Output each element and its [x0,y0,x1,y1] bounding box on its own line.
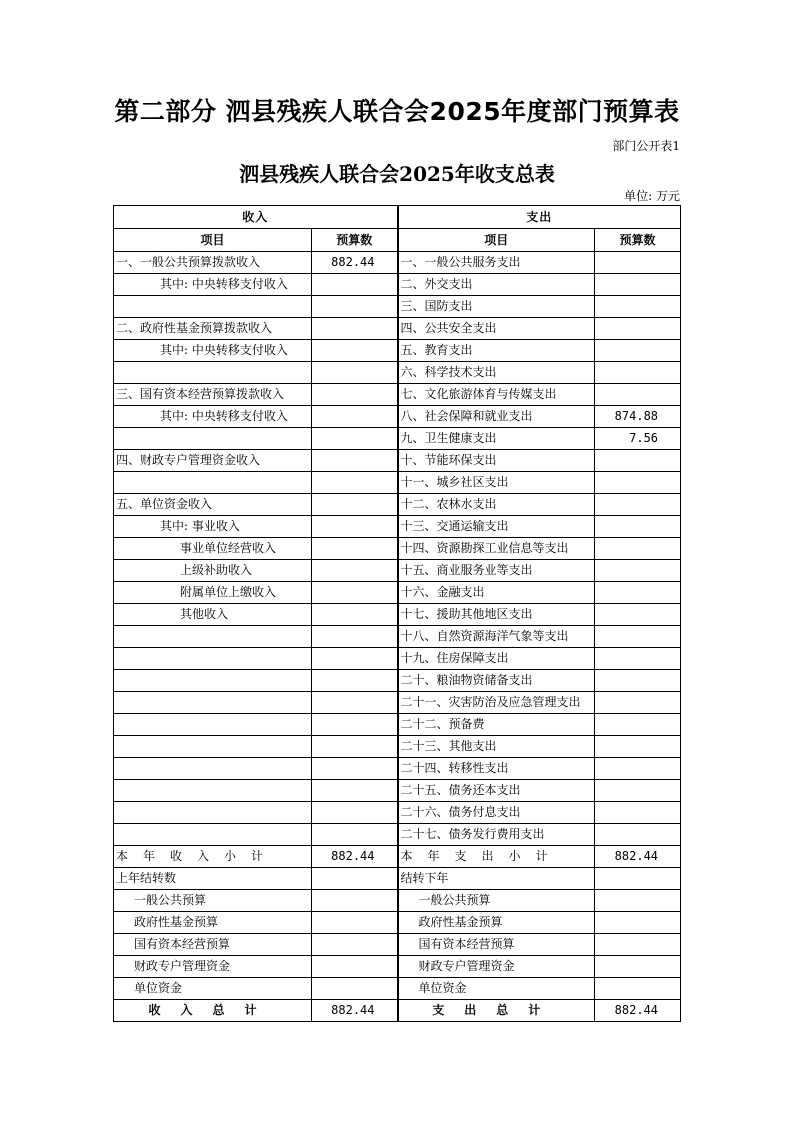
expense-amount [595,472,681,494]
income-amount [312,670,398,692]
income-amount [312,296,398,318]
table-row [114,296,681,318]
income-carry-label: 政府性基金预算 [114,912,312,934]
expense-item-label: 二十、粮油物资储备支出 [398,670,595,692]
table-row [114,362,681,384]
income-carry-amount [312,912,398,934]
page-title: 第二部分 泗县残疾人联合会2025年度部门预算表 [114,97,680,126]
expense-carry-label: 国有资本经营预算 [398,934,595,956]
table-row [114,274,681,296]
expense-item-label: 二十三、其他支出 [398,736,595,758]
income-item-label [114,714,312,736]
expense-item-label: 六、科学技术支出 [398,362,595,384]
income-amount [312,516,398,538]
income-carry-amount [312,956,398,978]
expense-amount [595,340,681,362]
income-amount [312,582,398,604]
income-amount [312,758,398,780]
expense-carry-label: 结转下年 [398,868,595,890]
income-item-label: 三、国有资本经营预算拨款收入 [114,384,312,406]
expense-amount [595,626,681,648]
income-amount [312,494,398,516]
income-header: 收入 [114,206,398,229]
expense-amount [595,604,681,626]
expense-total-label: 支出总计 [398,1000,595,1022]
expense-item-label: 三、国防支出 [398,296,595,318]
expense-carry-amount [595,890,681,912]
expense-item-label: 十五、商业服务业等支出 [398,560,595,582]
expense-item-label: 五、教育支出 [398,340,595,362]
expense-item-label: 十二、农林水支出 [398,494,595,516]
income-amount [312,318,398,340]
income-item-label [114,692,312,714]
expense-amount [595,538,681,560]
table-row [114,538,681,560]
table-row [114,692,681,714]
table-row [114,516,681,538]
table-row [114,714,681,736]
expense-amount [595,824,681,846]
income-amount [312,824,398,846]
income-item-label: 五、单位资金收入 [114,494,312,516]
expense-header: 支出 [398,206,681,229]
carry-row [114,868,681,890]
expense-amount [595,736,681,758]
income-carry-amount [312,934,398,956]
expense-item-label: 二十七、债务发行费用支出 [398,824,595,846]
carry-row [114,934,681,956]
income-item-label [114,648,312,670]
income-amount [312,560,398,582]
income-amount [312,450,398,472]
expense-carry-amount [595,956,681,978]
expense-amount [595,560,681,582]
income-carry-amount [312,890,398,912]
expense-amount [595,582,681,604]
carry-row [114,890,681,912]
income-item-label [114,362,312,384]
income-item-label [114,670,312,692]
income-amount [312,648,398,670]
expense-amount [595,252,681,274]
expense-amount [595,802,681,824]
expense-carry-label: 政府性基金预算 [398,912,595,934]
income-carry-label: 国有资本经营预算 [114,934,312,956]
table-row [114,472,681,494]
table-number: 部门公开表1 [612,139,680,153]
subtotal-row [114,846,681,868]
expense-item-label: 二、外交支出 [398,274,595,296]
income-amount [312,428,398,450]
table-row [114,384,681,406]
income-amount [312,802,398,824]
table-title: 泗县残疾人联合会2025年收支总表 [239,162,555,186]
table-row [114,450,681,472]
expense-item-label: 十三、交通运输支出 [398,516,595,538]
expense-item-label: 二十五、债务还本支出 [398,780,595,802]
expense-item-label: 二十六、债务付息支出 [398,802,595,824]
income-amount [312,604,398,626]
income-carry-label: 一般公共预算 [114,890,312,912]
table-row [114,802,681,824]
income-item-label [114,758,312,780]
expense-item-header: 项目 [398,229,595,252]
expense-amount: 874.88 [595,406,681,428]
expense-item-label: 四、公共安全支出 [398,318,595,340]
expense-item-label: 十一、城乡社区支出 [398,472,595,494]
expense-carry-label: 财政专户管理资金 [398,956,595,978]
income-carry-label: 财政专户管理资金 [114,956,312,978]
income-item-label [114,472,312,494]
expense-item-label: 七、文化旅游体育与传媒支出 [398,384,595,406]
expense-amount [595,296,681,318]
income-item-label: 其中: 事业收入 [114,516,312,538]
table-header-row [114,206,681,229]
income-item-label [114,296,312,318]
income-amount [312,406,398,428]
table-row [114,670,681,692]
expense-item-label: 十四、资源勘探工业信息等支出 [398,538,595,560]
income-subtotal-amount: 882.44 [312,846,398,868]
table-body [114,252,681,1022]
income-item-label [114,802,312,824]
expense-carry-amount [595,978,681,1000]
expense-carry-amount [595,912,681,934]
total-row [114,1000,681,1022]
table-row [114,318,681,340]
table-row [114,736,681,758]
table-row [114,604,681,626]
expense-item-label: 十六、金融支出 [398,582,595,604]
income-amount [312,340,398,362]
expense-amount [595,274,681,296]
table-row [114,560,681,582]
expense-item-label: 十八、自然资源海洋气象等支出 [398,626,595,648]
income-item-header: 项目 [114,229,312,252]
expense-item-label: 十七、援助其他地区支出 [398,604,595,626]
carry-row [114,956,681,978]
carry-row [114,912,681,934]
income-amount [312,384,398,406]
income-amount [312,538,398,560]
income-item-label [114,428,312,450]
income-amount: 882.44 [312,252,398,274]
income-carry-label: 单位资金 [114,978,312,1000]
expense-amount [595,692,681,714]
expense-item-label: 十九、住房保障支出 [398,648,595,670]
table-row [114,758,681,780]
expense-amount [595,384,681,406]
expense-amount: 7.56 [595,428,681,450]
income-amount [312,626,398,648]
table-row [114,406,681,428]
expense-item-label: 二十二、预备费 [398,714,595,736]
table-row [114,626,681,648]
expense-amount [595,648,681,670]
expense-amount [595,780,681,802]
expense-item-label: 九、卫生健康支出 [398,428,595,450]
income-item-label: 其他收入 [114,604,312,626]
income-item-label: 其中: 中央转移支付收入 [114,340,312,362]
expense-item-label: 十、节能环保支出 [398,450,595,472]
expense-amount [595,318,681,340]
expense-item-label: 二十四、转移性支出 [398,758,595,780]
expense-amount-header: 预算数 [595,229,681,252]
income-total-label: 收入总计 [114,1000,312,1022]
carry-row [114,978,681,1000]
expense-carry-label: 一般公共预算 [398,890,595,912]
income-item-label [114,824,312,846]
income-amount [312,714,398,736]
expense-item-label: 八、社会保障和就业支出 [398,406,595,428]
table-row [114,582,681,604]
income-amount [312,472,398,494]
expense-item-label: 一、一般公共服务支出 [398,252,595,274]
income-item-label: 其中: 中央转移支付收入 [114,406,312,428]
income-item-label: 一、一般公共预算拨款收入 [114,252,312,274]
expense-amount [595,714,681,736]
table-row [114,494,681,516]
income-total-amount: 882.44 [312,1000,398,1022]
expense-amount [595,670,681,692]
expense-carry-label: 单位资金 [398,978,595,1000]
budget-summary-table [113,205,681,1022]
income-item-label: 四、财政专户管理资金收入 [114,450,312,472]
income-item-label: 上级补助收入 [114,560,312,582]
table-row [114,824,681,846]
income-amount [312,274,398,296]
income-amount [312,692,398,714]
income-item-label: 事业单位经营收入 [114,538,312,560]
income-carry-amount [312,868,398,890]
income-item-label: 附属单位上缴收入 [114,582,312,604]
expense-item-label: 二十一、灾害防治及应急管理支出 [398,692,595,714]
income-amount-header: 预算数 [312,229,398,252]
column-header-row [114,229,681,252]
expense-amount [595,516,681,538]
expense-amount [595,494,681,516]
table-row [114,428,681,450]
unit-label: 单位: 万元 [624,189,680,203]
table-row [114,252,681,274]
expense-subtotal-label: 本年支出小计 [398,846,595,868]
income-item-label: 其中: 中央转移支付收入 [114,274,312,296]
income-amount [312,780,398,802]
income-amount [312,362,398,384]
income-item-label [114,780,312,802]
expense-total-amount: 882.44 [595,1000,681,1022]
income-item-label [114,736,312,758]
expense-amount [595,450,681,472]
income-item-label [114,626,312,648]
income-carry-amount [312,978,398,1000]
expense-carry-amount [595,868,681,890]
expense-carry-amount [595,934,681,956]
income-subtotal-label: 本年收入小计 [114,846,312,868]
income-item-label: 二、政府性基金预算拨款收入 [114,318,312,340]
expense-amount [595,362,681,384]
table-row [114,780,681,802]
table-row [114,340,681,362]
expense-subtotal-amount: 882.44 [595,846,681,868]
expense-amount [595,758,681,780]
income-amount [312,736,398,758]
table-row [114,648,681,670]
income-carry-label: 上年结转数 [114,868,312,890]
